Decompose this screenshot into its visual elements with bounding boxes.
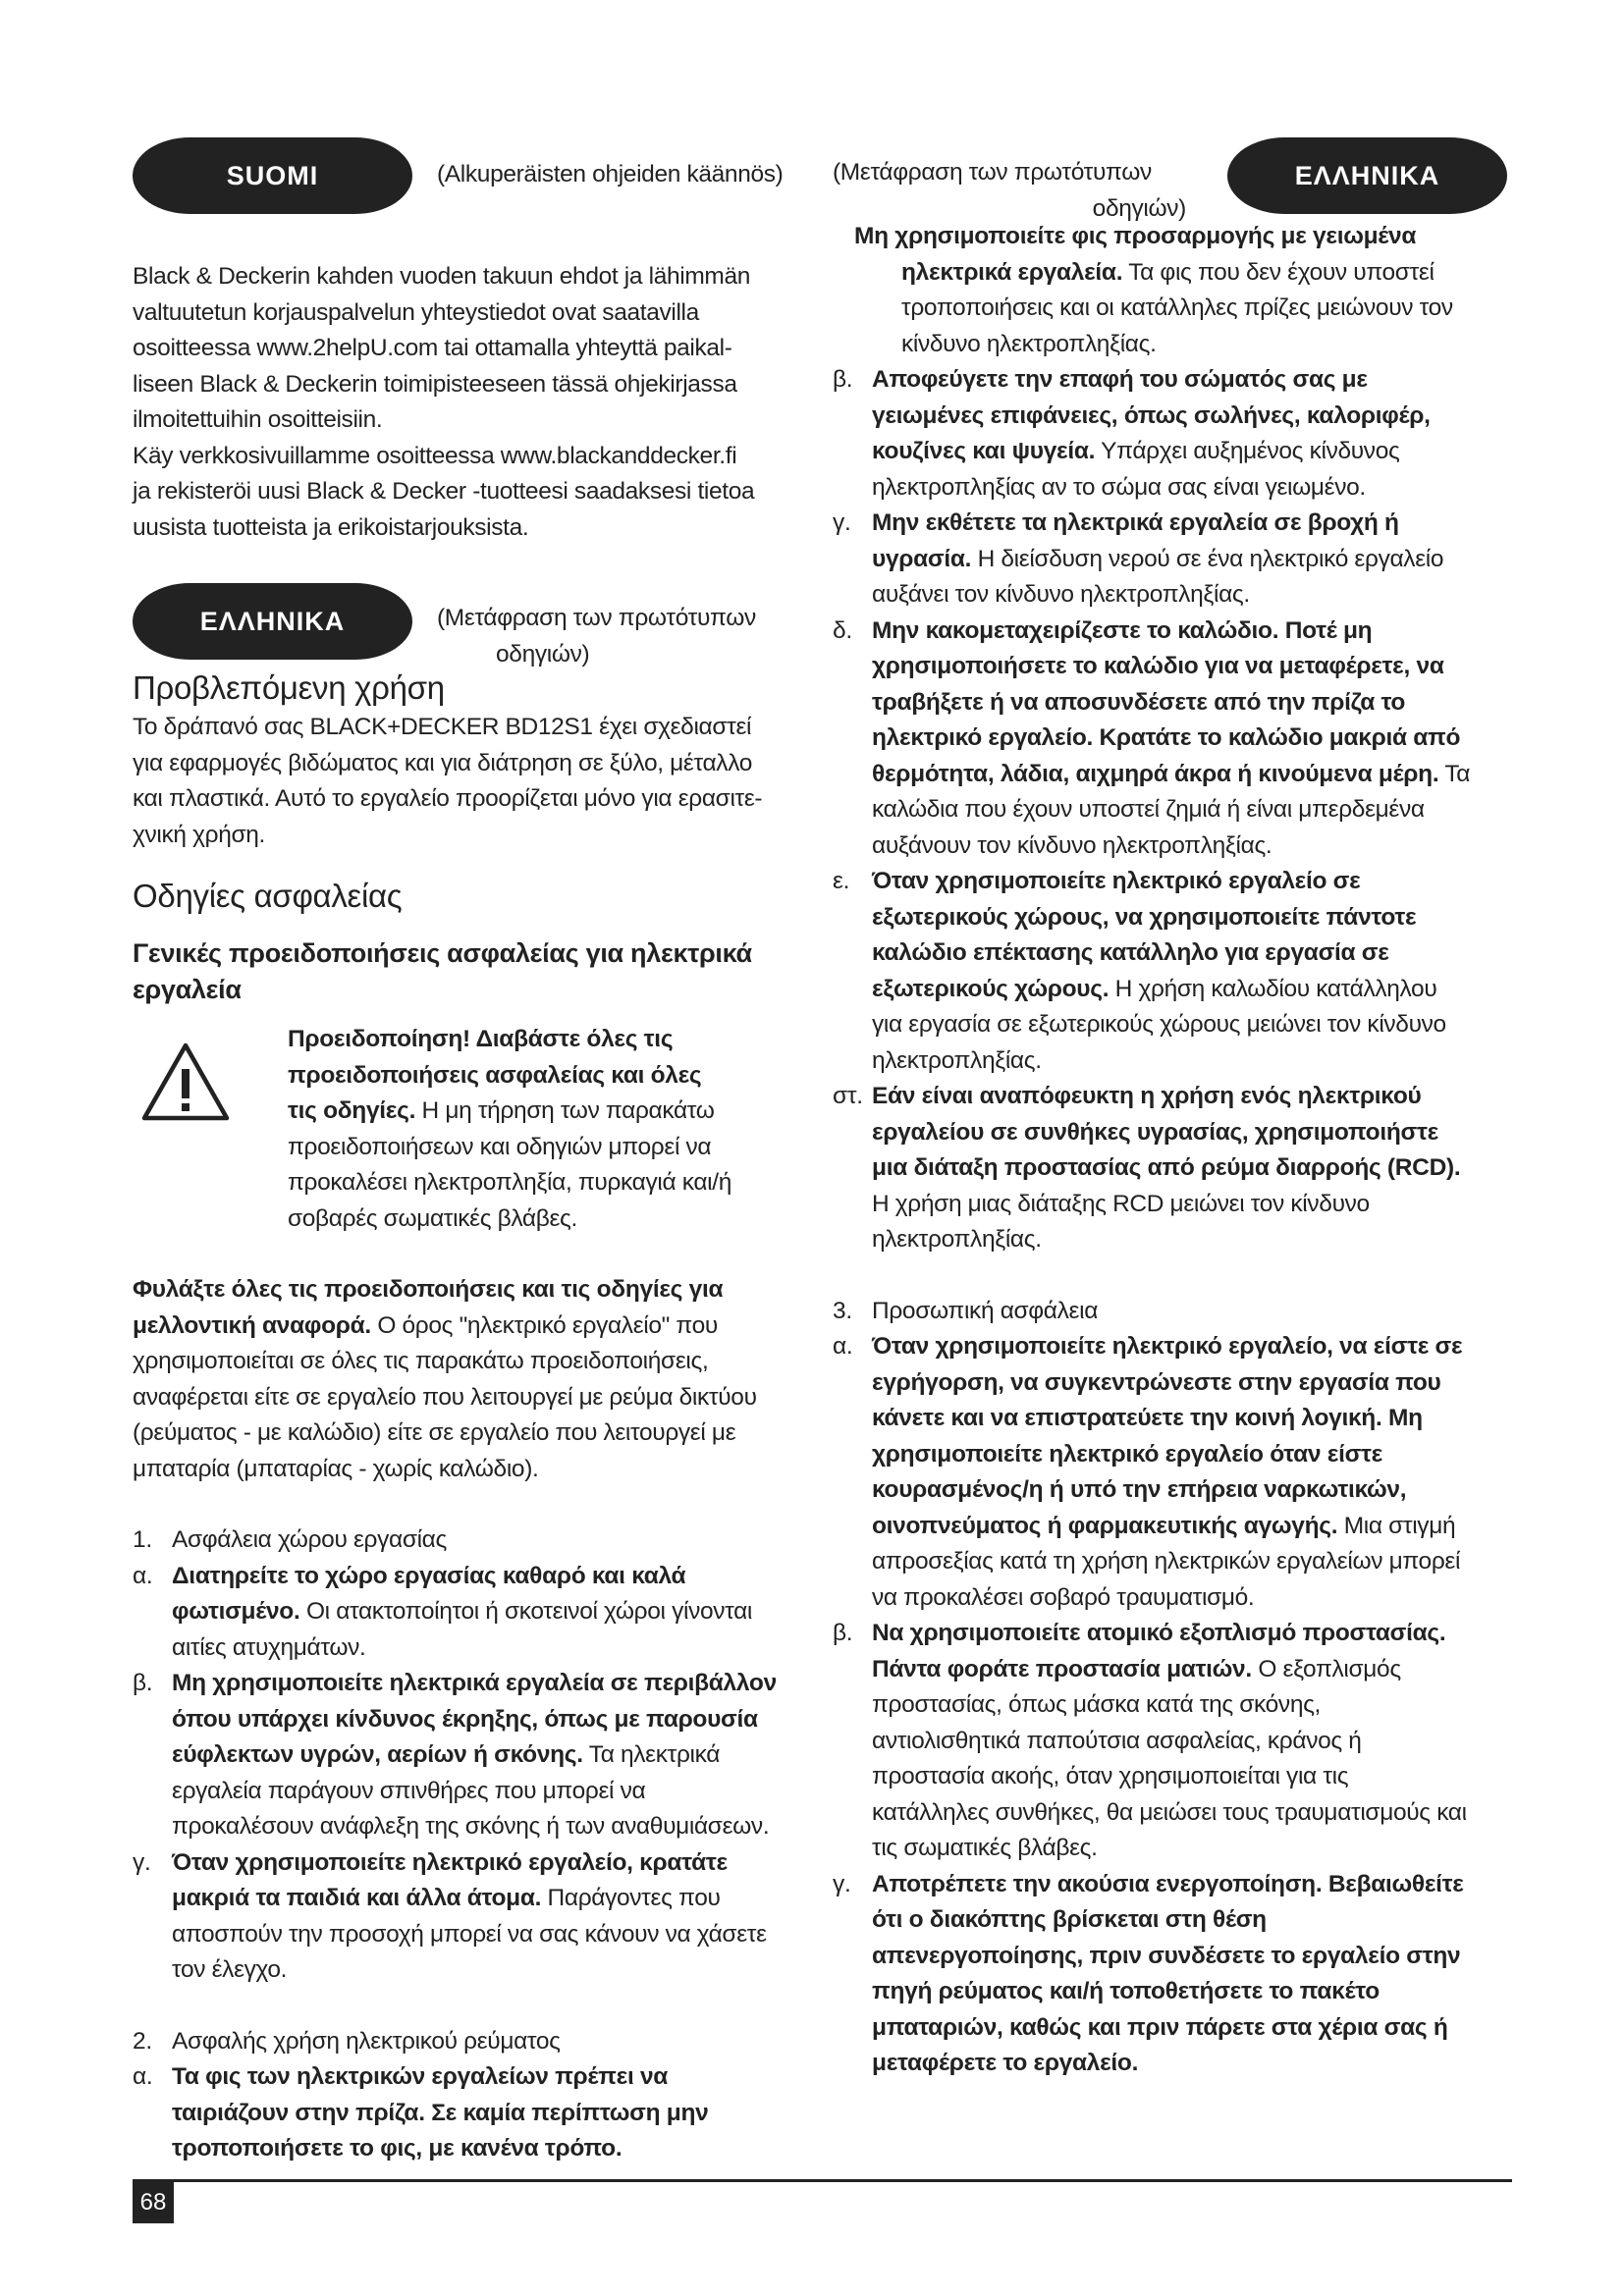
- item-line: προκαλέσουν ανάφλεξη της σκόνης ή των αναθυμιάσεων.: [172, 1813, 770, 1840]
- general-warnings-heading: [133, 935, 800, 1008]
- item-bold-line: ταιριάζουν στην πρίζα. Σε καμία περίπτωση μην: [172, 2099, 709, 2126]
- item-line: αυξάνουν τον κίνδυνο ηλεκτροπληξίας.: [872, 831, 1272, 859]
- keep-bold-line: μελλοντική αναφορά.: [133, 1311, 371, 1339]
- item-bold-line: χρησιμοποιήσετε το καλώδιο για να μεταφέρετε, να: [872, 653, 1444, 679]
- section-title: Ασφαλής χρήση ηλεκτρικού ρεύματος: [172, 2027, 561, 2055]
- greek-header-right: [833, 137, 1510, 227]
- item-bold-line: τραβήξετε ή να αποσυνδέσετε από την πρίζα το: [872, 688, 1406, 716]
- fi-line: Käy verkkosivuillamme osoitteessa www.blackanddecker.fi: [133, 442, 737, 469]
- keep-line: αναφέρεται είτε σε εργαλείο που λειτουργεί με ρεύμα δικτύου: [133, 1383, 757, 1411]
- item-line: Υπάρχει αυξημένος κίνδυνος: [1095, 438, 1400, 464]
- item-line: Ο εξοπλισμός: [1251, 1655, 1401, 1682]
- intended-use-line: χνική χρήση.: [133, 821, 266, 848]
- item-label: β.: [833, 366, 853, 393]
- footer-rule: [133, 2179, 1512, 2182]
- item-bold-line: Όταν χρησιμοποιείτε ηλεκτρικό εργαλείο, κρατάτε: [172, 1848, 728, 1876]
- warning-bold-line: τις οδηγίες.: [288, 1097, 416, 1124]
- item-label: β.: [833, 1620, 853, 1646]
- keep-line: Ο όρος "ηλεκτρικό εργαλείο" που: [370, 1311, 718, 1339]
- item-line: τον έλεγχο.: [172, 1956, 288, 1983]
- item-1c: [133, 1845, 800, 1989]
- item-bold-line: όπου υπάρχει κίνδυνος έκρηξης, όπως με παρουσία: [172, 1705, 758, 1733]
- warning-bold-line: προειδοποιήσεις ασφαλείας και όλες: [288, 1061, 702, 1089]
- item-2g: [833, 506, 1510, 614]
- item-bold-line: εγρήγορση, να συγκεντρώνεστε στην εργασία που: [872, 1368, 1441, 1396]
- item-label: ε.: [833, 868, 850, 894]
- section-number: 2.: [133, 2027, 152, 2055]
- item-bold-line: εξωτερικούς χώρους, να χρησιμοποιείτε πάντοτε: [872, 903, 1417, 931]
- item-line: αντιολισθητικά παπούτσια ασφαλείας, κράνος ή: [872, 1727, 1362, 1754]
- warning-block: [133, 1022, 800, 1237]
- item-bold-line: ηλεκτρικό εργαλείο. Κρατάτε το καλώδιο μακριά από: [872, 724, 1461, 751]
- greek-note-line: οδηγιών): [1092, 194, 1186, 222]
- keep-line: μπαταρία (μπαταρίας - χωρίς καλώδιο).: [133, 1455, 539, 1482]
- suomi-header: [133, 137, 800, 214]
- item-line: να προκαλέσει σοβαρό τραυματισμό.: [872, 1583, 1255, 1611]
- item-line: Οι ατακτοποίητοι ή σκοτεινοί χώροι γίνονται: [299, 1598, 753, 1625]
- item-bold-line: ότι ο διακόπτης βρίσκεται στη θέση: [872, 1906, 1267, 1933]
- intended-use-heading: Προβλεπόμενη χρήση: [133, 669, 445, 706]
- fi-line: ja rekisteröi uusi Black & Decker -tuotteesi saadaksesi tietoa: [133, 478, 755, 505]
- item-line: καλώδια που έχουν υποστεί ζημιά ή είναι μπερδεμένα: [872, 796, 1425, 823]
- item-line: Η χρήση μιας διάταξης RCD μειώνει τον κίνδυνο: [872, 1190, 1370, 1217]
- item-2c-continued: [833, 219, 1510, 362]
- item-bold-line: Να χρησιμοποιείτε ατομικό εξοπλισμό προστασίας.: [872, 1620, 1446, 1646]
- item-label: β.: [133, 1670, 153, 1696]
- suomi-language-badge: [133, 137, 412, 214]
- item-bold-line: Μην κακομεταχειρίζεστε το καλώδιο. Ποτέ μη: [872, 616, 1373, 644]
- warning-text: [288, 1022, 731, 1237]
- section-3-heading: [833, 1294, 1510, 1330]
- page-number: 68: [133, 2182, 174, 2223]
- item-line: ηλεκτροπληξίας.: [872, 1226, 1042, 1253]
- item-line: κατάλληλες συνθήκες, θα μειώσει τους τραυματισμούς και: [872, 1798, 1467, 1826]
- item-bold-line: φωτισμένο.: [172, 1598, 300, 1625]
- keep-bold-line: Φυλάξτε όλες τις προειδοποιήσεις και τις οδηγίες για: [133, 1276, 724, 1303]
- greek-label: ΕΛΛΗΝΙΚΑ: [1294, 160, 1440, 190]
- suomi-note: (Alkuperäisten ohjeiden käännös): [437, 161, 784, 187]
- safety-heading: Οδηγίες ασφαλείας: [133, 878, 403, 914]
- keep-instructions-paragraph: [133, 1272, 800, 1487]
- keep-line: (ρεύματος - με καλώδιο) είτε σε εργαλείο που λειτουργεί με: [133, 1419, 736, 1446]
- item-line: αιτίες ατυχημάτων.: [172, 1633, 366, 1661]
- item-line: Τα ηλεκτρικά: [582, 1741, 721, 1768]
- item-label: δ.: [833, 616, 852, 644]
- left-column: [133, 137, 800, 2167]
- section-1-heading: [133, 1522, 800, 1559]
- general-warnings-line: Γενικές προειδοποιήσεις ασφαλείας για ηλεκτρικά: [133, 938, 752, 968]
- item-line: ηλεκτροπληξίας αν το σώμα σας είναι γειωμένο.: [872, 473, 1366, 501]
- item-bold-line: τροποποιήσετε το φις, με κανένα τρόπο.: [172, 2135, 623, 2162]
- item-bold-line: Αποτρέπετε την ακούσια ενεργοποίηση. Βεβαιωθείτε: [872, 1870, 1464, 1897]
- item-bold-line: χρησιμοποιείτε ηλεκτρικό εργαλείο όταν είστε: [872, 1440, 1383, 1468]
- item-bold-line: κουζίνες και ψυγεία.: [872, 438, 1096, 464]
- section-number: 1.: [133, 1526, 152, 1553]
- item-line: Παράγοντες που: [541, 1885, 721, 1911]
- greek-note-line: (Μετάφραση των πρωτότυπων: [833, 159, 1152, 186]
- item-bold-line: εύφλεκτων υγρών, αερίων ή σκόνης.: [172, 1741, 583, 1768]
- item-bold-line: θερμότητα, λάδια, αιχμηρά άκρα ή κινούμενα μέρη.: [872, 760, 1439, 787]
- warning-line: Η μη τήρηση των παρακάτω: [415, 1097, 715, 1124]
- item-2st: [833, 1079, 1510, 1258]
- fi-line: valtuutetun korjauspalvelun yhteystiedot ovat saatavilla: [133, 298, 699, 326]
- item-bold-line: ηλεκτρικά εργαλεία.: [901, 258, 1123, 286]
- section-title: Ασφάλεια χώρου εργασίας: [172, 1526, 447, 1553]
- warning-line: σοβαρές σωματικές βλάβες.: [288, 1204, 577, 1232]
- item-label: γ.: [133, 1848, 151, 1876]
- item-2b: [833, 362, 1510, 506]
- item-line: προστασίας, όπως μάσκα κατά της σκόνης,: [872, 1691, 1322, 1718]
- greek-label: ΕΛΛΗΝΙΚΑ: [199, 606, 346, 636]
- item-bold-line: Τα φις των ηλεκτρικών εργαλείων πρέπει να: [172, 2063, 669, 2090]
- item-bold-line: Μη χρησιμοποιείτε ηλεκτρικά εργαλεία σε περιβάλλον: [172, 1670, 777, 1696]
- item-label: α.: [833, 1333, 853, 1360]
- item-line: τις σωματικές βλάβες.: [872, 1835, 1098, 1861]
- item-line: αποσπούν την προσοχή μπορεί να σας κάνουν να χάσετε: [172, 1920, 767, 1948]
- item-line: Η χρήση καλωδίου κατάλληλου: [1109, 975, 1437, 1002]
- fi-line: Black & Deckerin kahden vuoden takuun ehdot ja lähimmän: [133, 263, 751, 290]
- item-bold-line: κάνετε και να επιστρατεύετε την κοινή λογική. Μη: [872, 1405, 1423, 1431]
- greek-note-line: οδηγιών): [496, 640, 590, 667]
- item-bold-line: εξωτερικούς χώρους.: [872, 975, 1110, 1002]
- item-3b: [833, 1616, 1510, 1867]
- item-bold-line: μια διάταξη προστασίας από ρεύμα διαρροής (RCD).: [872, 1154, 1461, 1181]
- intended-use-paragraph: [133, 710, 800, 853]
- item-3c: [833, 1867, 1510, 2082]
- warning-triangle-icon: [133, 1022, 248, 1237]
- item-2a: [133, 2059, 800, 2167]
- item-bold-line: κουρασμένος/η ή υπό την επήρεια ναρκωτικών,: [872, 1476, 1407, 1503]
- item-label: γ.: [833, 509, 851, 536]
- item-line: προστασία ακοής, όταν χρησιμοποιείται για τις: [872, 1763, 1349, 1789]
- item-bold-line: Εάν είναι αναπόφευκτη η χρήση ενός ηλεκτρικού: [872, 1083, 1422, 1109]
- item-bold-line: Αποφεύγετε την επαφή του σώματός σας με: [872, 366, 1368, 393]
- intended-use-line: Το δράπανό σας BLACK+DECKER BD12S1 έχει σχεδιαστεί: [133, 714, 752, 740]
- greek-note-right: [833, 155, 1196, 227]
- item-line: Η διείσδυση νερού σε ένα ηλεκτρικό εργαλείο: [971, 545, 1444, 572]
- item-bold-line: Πάντα φοράτε προστασία ματιών.: [872, 1655, 1252, 1682]
- item-bold-line: εργαλείου σε συνθήκες υγρασίας, χρησιμοποιήστε: [872, 1118, 1438, 1146]
- item-bold-line: μακριά τα παιδιά και άλλα άτομα.: [172, 1885, 542, 1911]
- item-line: Τα: [1438, 760, 1471, 787]
- warning-bold-line: Προειδοποίηση! Διαβάστε όλες τις: [288, 1026, 674, 1052]
- section-number: 3.: [833, 1297, 852, 1324]
- item-line: εργαλεία παράγουν σπινθήρες που μπορεί να: [172, 1777, 646, 1804]
- item-line: Μια στιγμή: [1337, 1512, 1456, 1539]
- fi-line: osoitteessa www.2helpU.com tai ottamalla yhteyttä paikal-: [133, 335, 732, 361]
- item-line: τροποποιήσεις και οι κατάλληλες πρίζες μειώνουν τον: [901, 294, 1453, 321]
- item-bold-line: καλώδιο επέκτασης κατάλληλο για εργασία σε: [872, 939, 1389, 966]
- item-bold-line: πηγή ρεύματος και/ή τοποθετήσετε το πακέτο: [872, 1978, 1380, 2004]
- intended-use-line: και πλαστικά. Αυτό το εργαλείο προορίζεται μόνο για ερασιτε-: [133, 785, 763, 812]
- item-label: α.: [133, 1562, 153, 1589]
- intended-use-line: για εφαρμογές βιδώματος και για διάτρηση σε ξύλο, μέταλλο: [133, 749, 752, 776]
- item-1a: [133, 1559, 800, 1667]
- item-bold-line: υγρασία.: [872, 545, 972, 572]
- item-line: ηλεκτροπληξίας.: [872, 1046, 1042, 1074]
- item-line: για εργασία σε εξωτερικούς χώρους μειώνει τον κίνδυνο: [872, 1011, 1446, 1038]
- item-bold-line: μεταφέρετε το εργαλείο.: [872, 2050, 1139, 2076]
- greek-note: [437, 601, 756, 672]
- item-3a: [833, 1329, 1510, 1616]
- warning-line: προκαλέσει ηλεκτροπληξία, πυρκαγιά και/ή: [288, 1169, 731, 1196]
- item-line: Τα φις που δεν έχουν υποστεί: [1122, 258, 1435, 286]
- section-title: Προσωπική ασφάλεια: [872, 1297, 1099, 1324]
- item-bold-line: γειωμένες επιφάνειες, όπως σωλήνες, καλοριφέρ,: [872, 401, 1431, 429]
- item-line: απροσεξίας κατά τη χρήση ηλεκτρικών εργαλείων μπορεί: [872, 1548, 1461, 1575]
- item-bold-line: Όταν χρησιμοποιείτε ηλεκτρικό εργαλείο, να είστε σε: [872, 1333, 1463, 1360]
- item-bold-line: οινοπνεύματος ή φαρμακευτικής αγωγής.: [872, 1512, 1338, 1539]
- item-2e: [833, 864, 1510, 1079]
- item-bold-line: Όταν χρησιμοποιείτε ηλεκτρικό εργαλείο σε: [872, 868, 1361, 894]
- item-line: κίνδυνο ηλεκτροπληξίας.: [901, 330, 1157, 357]
- item-bold-line: Μην εκθέτετε τα ηλεκτρικά εργαλεία σε βροχή ή: [872, 509, 1399, 536]
- keep-line: χρησιμοποιείται σε όλες τις παρακάτω προειδοποιήσεις,: [133, 1348, 709, 1374]
- item-label: στ.: [833, 1083, 863, 1109]
- item-bold-line: Διατηρείτε το χώρο εργασίας καθαρό και καλά: [172, 1562, 686, 1589]
- greek-note-line: (Μετάφραση των πρωτότυπων: [437, 605, 756, 631]
- item-2d: [833, 614, 1510, 865]
- item-label: γ.: [833, 1870, 851, 1897]
- item-1b: [133, 1666, 800, 1845]
- warning-line: προειδοποιήσεων και οδηγιών μπορεί να: [288, 1133, 712, 1160]
- item-bold-line: Μη χρησιμοποιείτε φις προσαρμογής με γειωμένα: [854, 223, 1417, 249]
- fi-line: uusista tuotteista ja erikoistarjouksista.: [133, 513, 529, 541]
- suomi-label: SUOMI: [226, 160, 319, 190]
- right-column: [833, 137, 1510, 2082]
- fi-line: ilmoitettuihin osoitteisiin.: [133, 406, 383, 433]
- fi-line: liseen Black & Deckerin toimipisteeseen tässä ohjekirjassa: [133, 370, 737, 398]
- finnish-paragraph: [133, 259, 800, 546]
- section-2-heading: [133, 2024, 800, 2060]
- greek-language-badge: [1227, 137, 1507, 214]
- item-label: α.: [133, 2063, 153, 2090]
- greek-header-left: [133, 583, 800, 672]
- general-warnings-line: εργαλεία: [133, 975, 242, 1004]
- item-line: αυξάνει τον κίνδυνο ηλεκτροπληξίας.: [872, 581, 1250, 608]
- greek-language-badge: [133, 583, 412, 660]
- item-bold-line: μπαταριών, καθώς και πριν πάρετε στα χέρια σας ή: [872, 2013, 1448, 2041]
- item-bold-line: απενεργοποίησης, πριν συνδέσετε το εργαλείο στην: [872, 1942, 1461, 1969]
